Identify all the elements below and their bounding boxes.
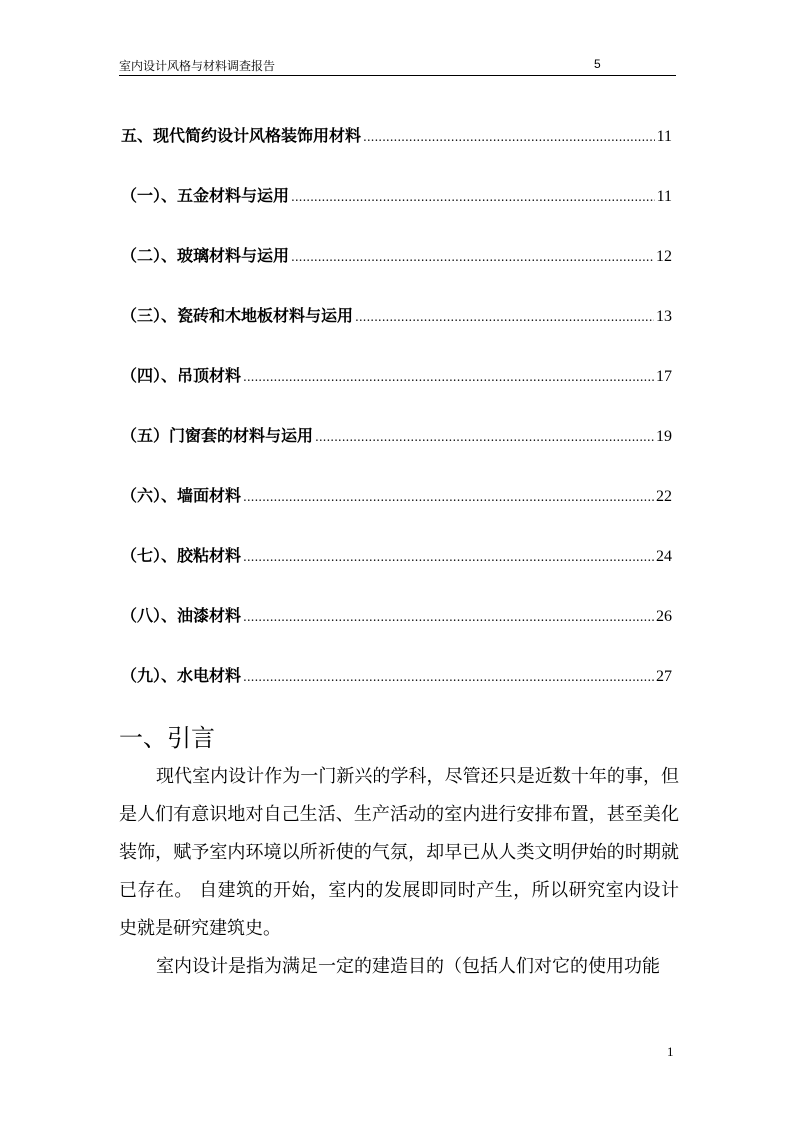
- toc-entry-label: （九）、水电材料: [121, 666, 242, 685]
- toc-entry[interactable]: [121, 663, 672, 723]
- toc-entry-label: 五、现代简约设计风格装饰用材料: [121, 126, 362, 145]
- footer-page-number: 1: [667, 1044, 674, 1059]
- toc-entry[interactable]: [121, 603, 672, 663]
- toc-entry-label: （七）、胶粘材料: [121, 546, 242, 565]
- toc-dot-leader: [291, 186, 655, 205]
- header-title: 室内设计风格与材料调查报告: [119, 59, 276, 73]
- toc-entry-label: （一）、五金材料与运用: [121, 186, 290, 205]
- toc-entry-page: 19: [656, 428, 672, 445]
- toc-entry-page: 12: [656, 248, 672, 265]
- toc-dot-leader: [243, 546, 654, 565]
- toc-dot-leader: [355, 306, 654, 325]
- toc-entry[interactable]: [121, 183, 672, 243]
- toc-entry-label: （六）、墙面材料: [121, 486, 242, 505]
- paragraph: 现代室内设计作为一门新兴的学科，尽管还只是近数十年的事，但是人们有意识地对自己生活、生产活动的室内进行安排布置，甚至美化装饰，赋予室内环境以所祈使的气氛，却早已从人类文明伊始的时期就已存在。 自建筑的开始，室内的发展即同时产生，所以研究室内设计史就是研究建筑史。: [119, 766, 679, 939]
- toc-dot-leader: [243, 486, 654, 505]
- toc-entry[interactable]: [121, 423, 672, 483]
- toc-entry-label: （四）、吊顶材料: [121, 366, 242, 385]
- toc-entry[interactable]: [121, 363, 672, 423]
- toc-entry-page: 26: [656, 608, 672, 625]
- toc-dot-leader: [243, 366, 654, 385]
- toc-entry[interactable]: [121, 243, 672, 303]
- toc-entry-page: 24: [656, 548, 672, 565]
- toc-entry-page: 27: [656, 668, 672, 685]
- toc-dot-leader: [315, 426, 654, 445]
- toc-entry-page: 17: [656, 368, 672, 385]
- toc-entry[interactable]: [121, 483, 672, 543]
- body-text: [119, 758, 679, 986]
- toc-dot-leader: [291, 246, 654, 265]
- toc-entry-label: （八）、油漆材料: [121, 606, 242, 625]
- toc-entry-page: 22: [656, 488, 672, 505]
- toc-entry-label: （二）、玻璃材料与运用: [121, 246, 290, 265]
- toc-entry[interactable]: [121, 123, 672, 183]
- page-header: [119, 55, 676, 76]
- toc-entry-page: 13: [656, 308, 672, 325]
- toc-entry-page: 11: [656, 188, 672, 205]
- paragraph: 室内设计是指为满足一定的建造目的（包括人们对它的使用功能: [156, 956, 660, 977]
- toc-dot-leader: [363, 126, 655, 145]
- toc-entry[interactable]: [121, 303, 672, 363]
- toc-entry-label: （五）门窗套的材料与运用: [121, 426, 314, 445]
- toc-entry-page: 11: [656, 128, 672, 145]
- toc-dot-leader: [243, 666, 654, 685]
- table-of-contents: [121, 123, 672, 723]
- toc-entry-label: （三）、瓷砖和木地板材料与运用: [121, 306, 354, 325]
- section-heading: 一、引言: [119, 724, 215, 752]
- header-page-number: 5: [594, 57, 601, 71]
- toc-entry[interactable]: [121, 543, 672, 603]
- toc-dot-leader: [243, 606, 654, 625]
